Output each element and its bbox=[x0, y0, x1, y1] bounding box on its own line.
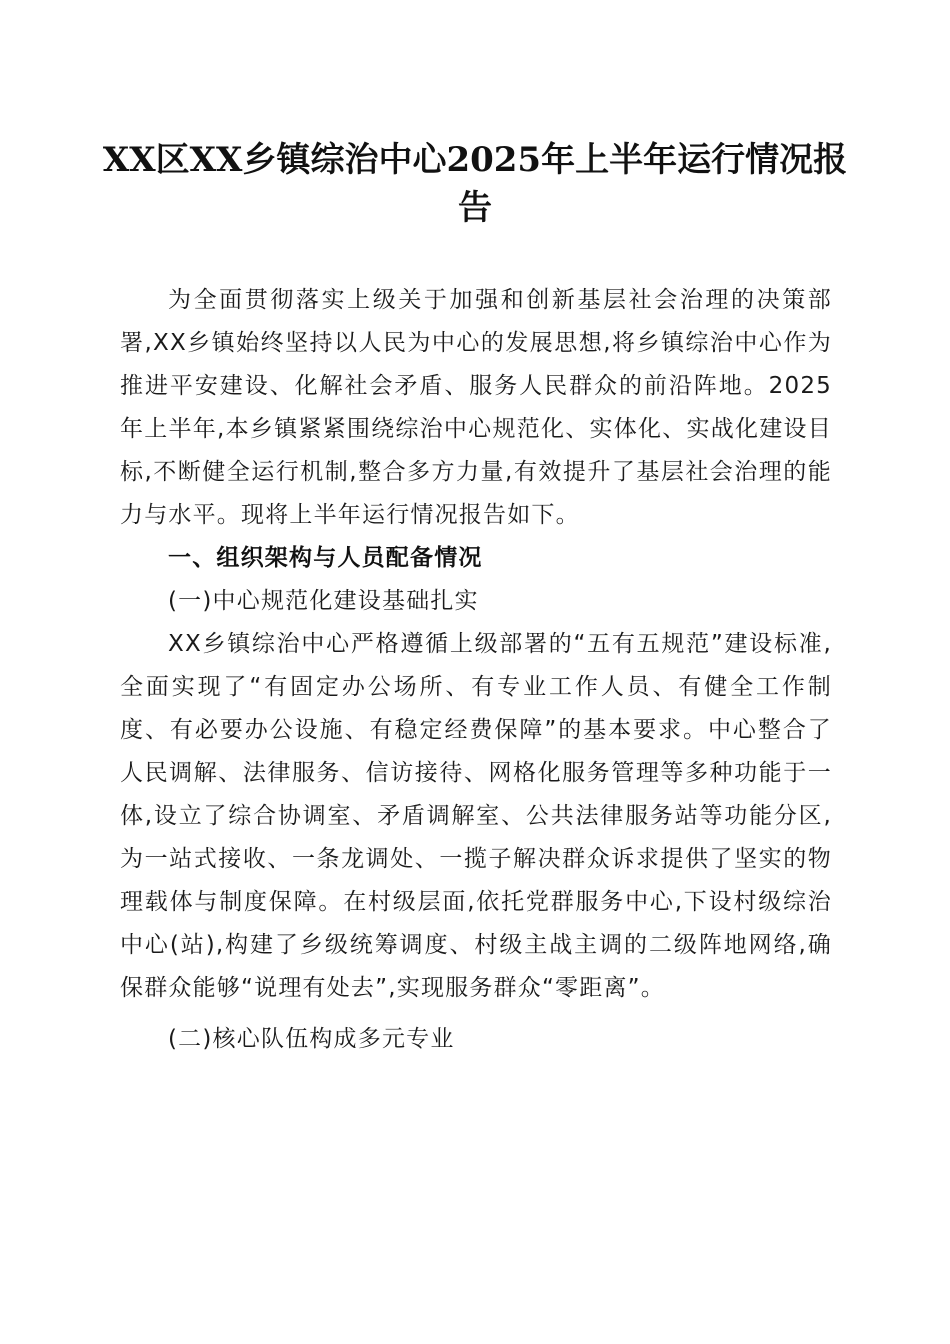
section-heading-1: 一、组织架构与人员配备情况 bbox=[168, 545, 483, 571]
document-body bbox=[120, 279, 832, 1061]
subsection-heading-1: (一)中心规范化建设基础扎实 bbox=[168, 588, 479, 614]
subsection-heading-2: (二)核心队伍构成多元专业 bbox=[168, 1026, 455, 1052]
body-paragraph-1: XX乡镇综治中心严格遵循上级部署的“五有五规范”建设标准,全面实现了“有固定办公场所、有专业工作人员、有健全工作制度、有必要办公设施、有稳定经费保障”的基本要求。中心整合了人民调解、法律服务、信访接待、网格化服务管理等多种功能于一体,设立了综合协调室、矛盾调解室、公共法律服务站等功能分区,为一站式接收、一条龙调处、一揽子解决群众诉求提供了坚实的物理载体与制度保障。在村级层面,依托党群服务中心,下设村级综治中心(站),构建了乡级统筹调度、村级主战主调的二级阵地网络,确保群众能够“说理有处去”,实现服务群众“零距离”。 bbox=[120, 631, 832, 1001]
intro-paragraph: 为全面贯彻落实上级关于加强和创新基层社会治理的决策部署,XX乡镇始终坚持以人民为中心的发展思想,将乡镇综治中心作为推进平安建设、化解社会矛盾、服务人民群众的前沿阵地。2025年上半年,本乡镇紧紧围绕综治中心规范化、实体化、实战化建设目标,不断健全运行机制,整合多方力量,有效提升了基层社会治理的能力与水平。现将上半年运行情况报告如下。 bbox=[120, 287, 832, 528]
paragraph-spacer bbox=[120, 1010, 832, 1018]
document-title: XX区XX乡镇综治中心2025年上半年运行情况报告 bbox=[102, 140, 848, 228]
